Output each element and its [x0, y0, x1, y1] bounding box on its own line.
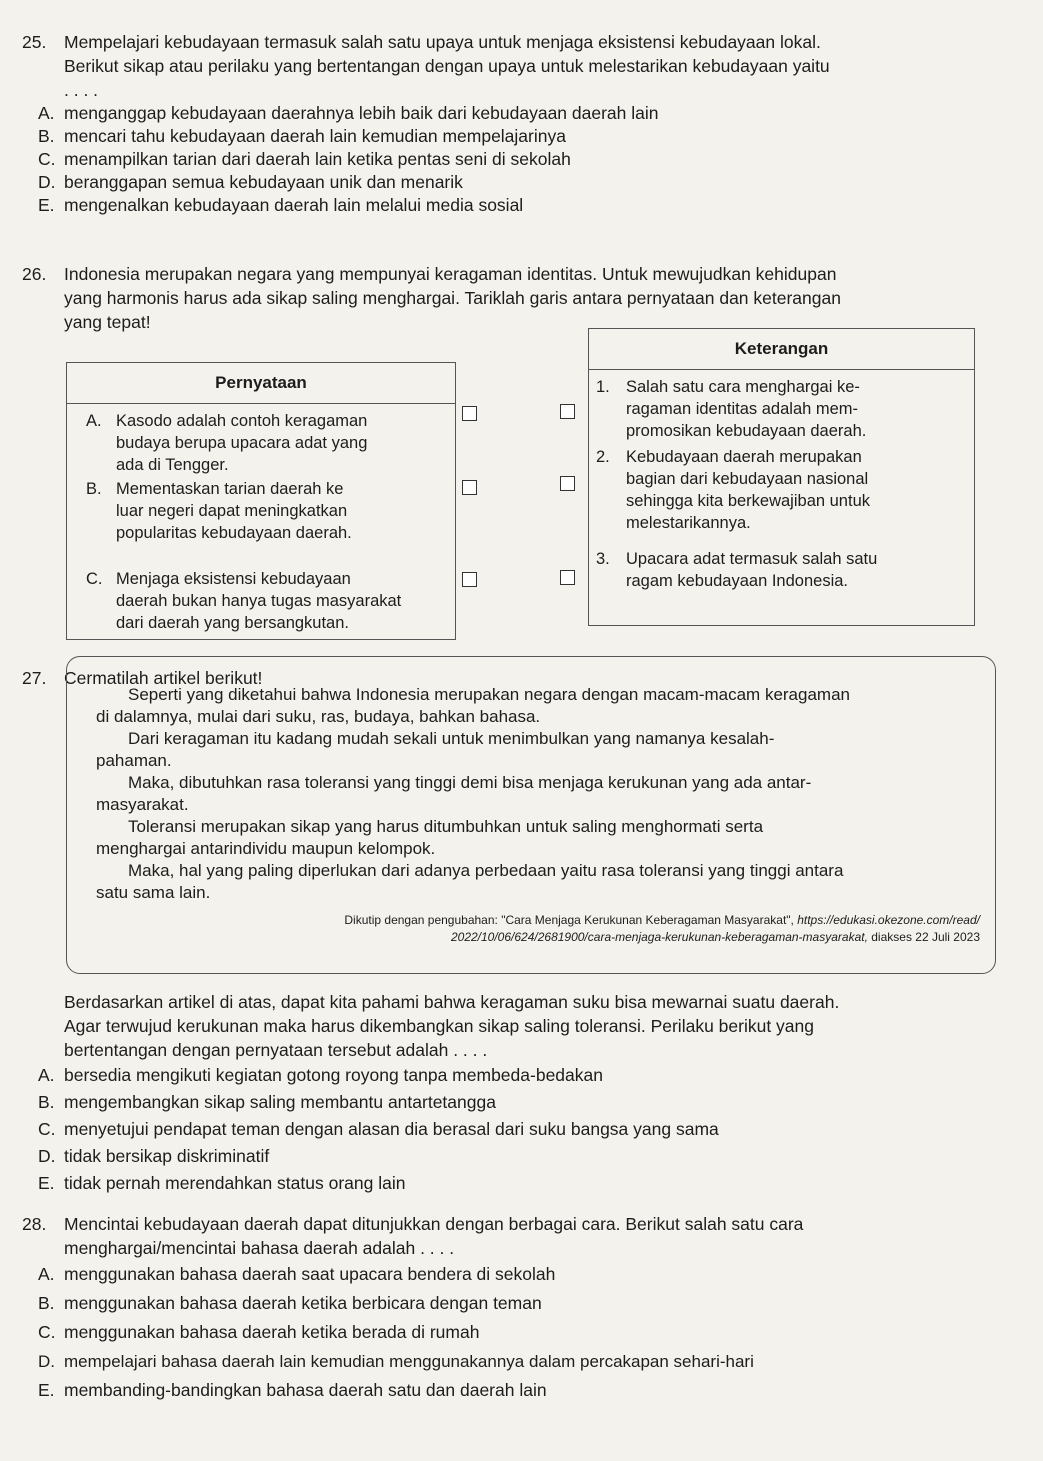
question-number: 28.	[22, 1214, 47, 1234]
question-number: 25.	[22, 32, 47, 52]
question-text: menghargai/mencintai bahasa daerah adalah . . . .	[64, 1238, 455, 1258]
option-d[interactable]: D. mempelajari bahasa daerah lain kemudian menggunakannya dalam percakapan sehari-hari	[38, 1352, 754, 1371]
question-intro: Cermatilah artikel berikut!	[64, 668, 263, 688]
question-ellipsis: . . . .	[64, 80, 99, 100]
option-a[interactable]: A. bersedia mengikuti kegiatan gotong royong tanpa membeda-bedakan	[38, 1065, 603, 1085]
description-header: Keterangan	[589, 329, 974, 370]
article-text: Seperti yang diketahui bahwa Indonesia merupakan negara dengan macam-macam keragaman di dalamnya, mulai dari suku, ras, budaya, bahkan bahasa. Dari keragaman itu kadang mudah sekali untuk menimbulkan yang namanya kesalah- pahaman. Maka, dibutuhkan rasa toleransi yang tinggi demi bisa menjaga kerukunan yang ada antar- masyarakat. Toleransi merupakan sikap yang harus ditumbuhkan untuk saling menghormati serta menghargai antarindividu maupun kelompok. Maka, hal yang paling diperlukan dari adanya perbedaan yaitu rasa toleransi yang tinggi antara satu sama lain.	[96, 685, 850, 902]
description-1: 1. Salah satu cara menghargai ke- ragaman identitas adalah mem- promosikan kebudayaan daerah.	[596, 378, 867, 440]
option-e[interactable]: E. membanding-bandingkan bahasa daerah satu dan daerah lain	[38, 1380, 547, 1400]
source-link[interactable]: 2022/10/06/624/2681900/cara-menjaga-kerukunan-keberagaman-masyarakat,	[450, 930, 868, 944]
option-a[interactable]: A. menggunakan bahasa daerah saat upacara bendera di sekolah	[38, 1264, 556, 1284]
question-text: bertentangan dengan pernyataan tersebut adalah . . . .	[64, 1040, 488, 1060]
option-c[interactable]: C. menggunakan bahasa daerah ketika berada di rumah	[38, 1322, 480, 1342]
option-b[interactable]: B. mencari tahu kebudayaan daerah lain kemudian mempelajarinya	[38, 126, 566, 146]
description-2: 2. Kebudayaan daerah merupakan bagian dari kebudayaan nasional sehingga kita berkewajiban untuk melestarikannya.	[596, 448, 870, 532]
question-25	[22, 30, 1029, 217]
question-text: yang tepat!	[64, 312, 151, 332]
question-text: Agar terwujud kerukunan maka harus dikembangkan sikap saling toleransi. Perilaku berikut yang	[64, 1016, 814, 1036]
statement-b: B. Mementaskan tarian daerah ke luar negeri dapat meningkatkan popularitas kebudayaan daerah.	[86, 480, 352, 542]
statement-c: C. Menjaga eksistensi kebudayaan daerah bukan hanya tugas masyarakat dari daerah yang bersangkutan.	[86, 570, 402, 632]
question-text: Mempelajari kebudayaan termasuk salah satu upaya untuk menjaga eksistensi kebudayaan lokal.	[64, 32, 821, 52]
match-box-a[interactable]	[462, 406, 477, 421]
option-c[interactable]: C. menyetujui pendapat teman dengan alasan dia berasal dari suku bangsa yang sama	[38, 1119, 719, 1139]
match-box-c[interactable]	[462, 572, 477, 587]
source-link[interactable]: https://edukasi.okezone.com/read/	[797, 913, 980, 927]
question-27-body	[22, 990, 1029, 1197]
statement-a: A. Kasodo adalah contoh keragaman budaya berupa upacara adat yang ada di Tengger.	[86, 412, 368, 474]
question-text: Berdasarkan artikel di atas, dapat kita pahami bahwa keragaman suku bisa mewarnai suatu daerah.	[64, 992, 840, 1012]
question-number: 26.	[22, 264, 47, 284]
match-box-1[interactable]	[560, 404, 575, 419]
question-text: Indonesia merupakan negara yang mempunyai keragaman identitas. Untuk mewujudkan kehidupan	[64, 264, 837, 284]
match-box-3[interactable]	[560, 570, 575, 585]
question-text: yang harmonis harus ada sikap saling menghargai. Tariklah garis antara pernyataan dan keterangan	[64, 288, 841, 308]
option-d[interactable]: D. tidak bersikap diskriminatif	[38, 1146, 270, 1166]
statement-header: Pernyataan	[67, 363, 455, 404]
description-3: 3. Upacara adat termasuk salah satu ragam kebudayaan Indonesia.	[596, 550, 878, 590]
match-box-2[interactable]	[560, 476, 575, 491]
article-source: Dikutip dengan pengubahan: "Cara Menjaga Kerukunan Keberagaman Masyarakat", https://edukasi.okezone.com/read/ 2022/10/06/624/2681900/cara-menjaga-kerukunan-keberagaman-masyarakat, diakses 22 Juli 2023	[344, 913, 980, 944]
option-b[interactable]: B. menggunakan bahasa daerah ketika berbicara dengan teman	[38, 1293, 542, 1313]
question-text: Mencintai kebudayaan daerah dapat ditunjukkan dengan berbagai cara. Berikut salah satu cara	[64, 1214, 804, 1234]
question-number: 27.	[22, 668, 47, 688]
option-a[interactable]: A. menganggap kebudayaan daerahnya lebih baik dari kebudayaan daerah lain	[38, 103, 659, 123]
option-c[interactable]: C. menampilkan tarian dari daerah lain ketika pentas seni di sekolah	[38, 149, 571, 169]
question-text: Berikut sikap atau perilaku yang bertentangan dengan upaya untuk melestarikan kebudayaan yaitu	[64, 56, 830, 76]
question-26	[22, 262, 1029, 334]
option-e[interactable]: E. mengenalkan kebudayaan daerah lain melalui media sosial	[38, 195, 524, 215]
option-e[interactable]: E. tidak pernah merendahkan status orang lain	[38, 1173, 406, 1193]
option-d[interactable]: D. beranggapan semua kebudayaan unik dan menarik	[38, 172, 463, 192]
option-b[interactable]: B. mengembangkan sikap saling membantu antartetangga	[38, 1092, 496, 1112]
match-box-b[interactable]	[462, 480, 477, 495]
question-28	[22, 1212, 1029, 1405]
